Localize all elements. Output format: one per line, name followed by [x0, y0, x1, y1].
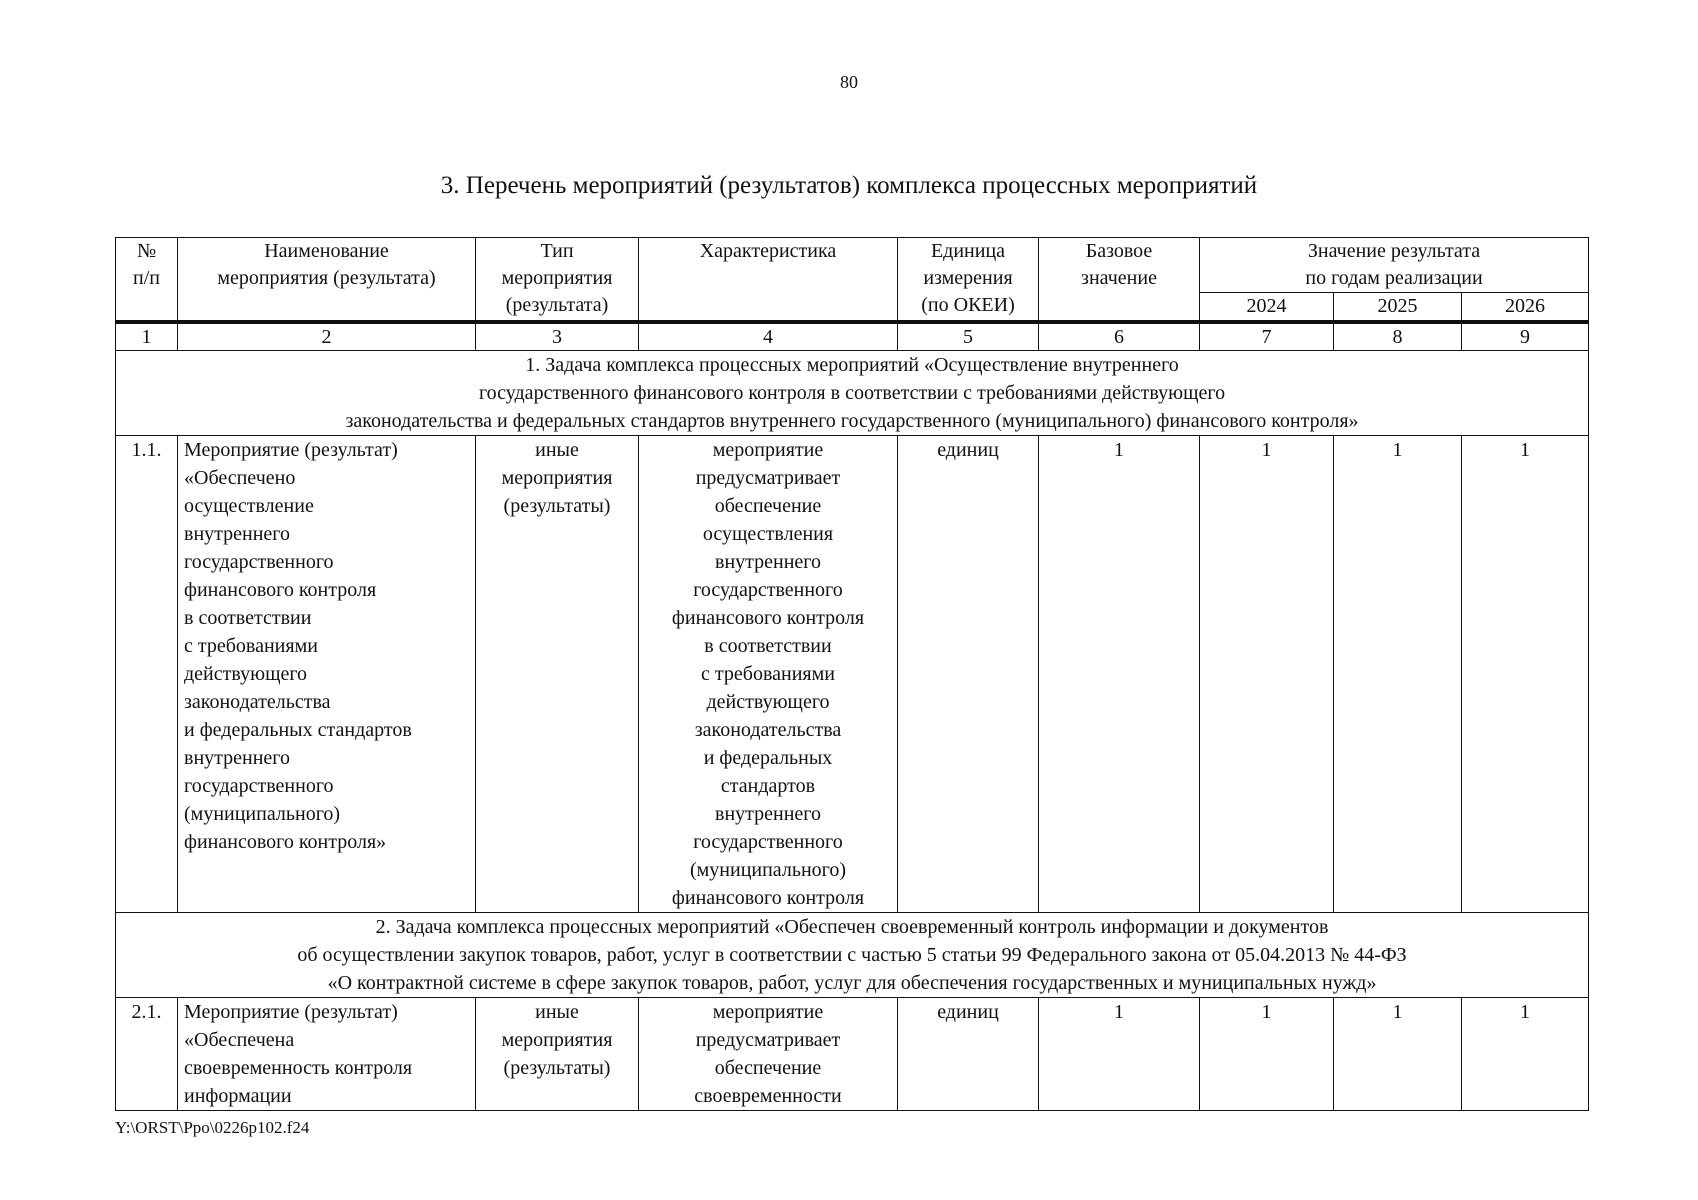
column-number: 2 — [178, 322, 476, 351]
table-row — [116, 998, 1589, 1111]
column-number: 4 — [639, 322, 898, 351]
text-line: Базовое — [1085, 240, 1153, 262]
text-line: информации — [184, 1085, 292, 1107]
text-line: мероприятия (результата) — [217, 267, 436, 289]
text-line: (результата) — [505, 294, 609, 316]
text-line: внутреннего — [184, 523, 290, 545]
header-result-values — [1200, 238, 1589, 293]
measures-table — [115, 237, 1589, 1111]
header-year-2025: 2025 — [1334, 293, 1462, 323]
text-line: Мероприятие (результат) — [184, 439, 398, 461]
header-number — [116, 238, 178, 323]
text-line: в соответствии — [184, 607, 312, 629]
header-name — [178, 238, 476, 323]
text-line: иные — [535, 1001, 579, 1023]
text-line: с требованиями — [184, 635, 318, 657]
text-line: осуществление — [184, 495, 314, 517]
value-2025: 1 — [1334, 436, 1462, 913]
text-line: 2. Задача комплекса процессных мероприятий «Обеспечен своевременный контроль информации и документов — [375, 916, 1329, 938]
value-2026: 1 — [1462, 436, 1589, 913]
value-2024: 1 — [1200, 998, 1334, 1111]
header-type — [476, 238, 639, 323]
text-line: значение — [1081, 267, 1157, 289]
column-number: 8 — [1334, 322, 1462, 351]
text-line: внутреннего — [715, 551, 821, 573]
text-line: государственного — [184, 551, 334, 573]
text-line: (муниципального) — [184, 803, 341, 825]
value-2026: 1 — [1462, 998, 1589, 1111]
text-line: государственного финансового контроля в соответствии с требованиями действующего — [478, 382, 1226, 404]
header-base-value — [1039, 238, 1200, 323]
base-value: 1 — [1039, 436, 1200, 913]
text-line: Тип — [540, 240, 574, 262]
table-row — [116, 436, 1589, 913]
measure-type — [476, 436, 639, 913]
text-line: законодательства — [184, 691, 331, 713]
text-line: Единица — [930, 240, 1006, 262]
text-line: в соответствии — [704, 635, 832, 657]
text-line: мероприятие — [712, 439, 824, 461]
measure-unit: единиц — [898, 998, 1039, 1111]
text-line: финансового контроля — [671, 607, 865, 629]
text-line: государственного — [184, 775, 334, 797]
text-line: иные — [535, 439, 579, 461]
text-line: внутреннего — [184, 747, 290, 769]
column-number: 6 — [1039, 322, 1200, 351]
header-year-2026: 2026 — [1462, 293, 1589, 323]
text-line: измерения — [923, 267, 1013, 289]
text-line: государственного — [693, 579, 843, 601]
text-line: 1. Задача комплекса процессных мероприятий «Осуществление внутреннего — [525, 354, 1179, 376]
text-line: по годам реализации — [1305, 267, 1483, 289]
text-line: Характеристика — [699, 240, 837, 262]
text-line: обеспечение — [714, 495, 822, 517]
page-number: 80 — [840, 72, 858, 92]
measure-name — [178, 998, 476, 1111]
text-line: Мероприятие (результат) — [184, 1001, 398, 1023]
text-line: и федеральных — [703, 747, 833, 769]
column-number: 5 — [898, 322, 1039, 351]
text-line: (по ОКЕИ) — [921, 294, 1015, 316]
text-line: Наименование — [264, 240, 389, 262]
text-line: п/п — [133, 267, 160, 289]
measure-name — [178, 436, 476, 913]
column-number: 9 — [1462, 322, 1589, 351]
text-line: (муниципального) — [689, 859, 847, 881]
text-line: обеспечение — [714, 1057, 822, 1079]
value-2025: 1 — [1334, 998, 1462, 1111]
text-line: финансового контроля — [184, 579, 377, 601]
column-number: 1 — [116, 322, 178, 351]
text-line: «О контрактной системе в сфере закупок товаров, работ, услуг для обеспечения государственных и муниципальных нужд» — [327, 972, 1377, 994]
text-line: об осуществлении закупок товаров, работ, услуг в соответствии с частью 5 статьи 99 Федерального закона от 05.04.2013 № 44-ФЗ — [297, 944, 1407, 966]
text-line: предусматривает — [695, 467, 841, 489]
task-1-row — [116, 351, 1589, 436]
header-row — [116, 238, 1589, 293]
task-1-heading — [116, 351, 1589, 436]
measure-characteristic — [639, 998, 898, 1111]
text-line: (результаты) — [503, 1057, 611, 1079]
header-unit — [898, 238, 1039, 323]
text-line: «Обеспечено — [184, 467, 296, 489]
value-2024: 1 — [1200, 436, 1334, 913]
text-line: осуществления — [702, 523, 834, 545]
text-line: мероприятия — [501, 267, 613, 289]
text-line: с требованиями — [701, 663, 835, 685]
text-line: внутреннего — [715, 803, 821, 825]
text-line: действующего — [706, 691, 830, 713]
column-numbers-row — [116, 322, 1589, 351]
measure-unit: единиц — [898, 436, 1039, 913]
text-line: предусматривает — [695, 1029, 841, 1051]
text-line: государственного — [693, 831, 843, 853]
text-line: законодательства — [694, 719, 842, 741]
file-path-footer: Y:\ORST\Ppo\0226p102.f24 — [115, 1118, 310, 1137]
task-2-heading — [116, 913, 1589, 998]
text-line: и федеральных стандартов — [184, 719, 412, 741]
text-line: мероприятия — [501, 467, 613, 489]
text-line: финансового контроля» — [184, 831, 387, 853]
text-line: действующего — [184, 663, 308, 685]
text-line: мероприятия — [501, 1029, 613, 1051]
text-line: № — [136, 240, 157, 262]
row-number: 2.1. — [116, 998, 178, 1111]
text-line: стандартов — [720, 775, 816, 797]
base-value: 1 — [1039, 998, 1200, 1111]
header-year-2024: 2024 — [1200, 293, 1334, 323]
measure-characteristic — [639, 436, 898, 913]
text-line: мероприятие — [712, 1001, 824, 1023]
text-line: своевременность контроля — [184, 1057, 413, 1079]
task-2-row — [116, 913, 1589, 998]
text-line: финансового контроля — [671, 887, 865, 909]
column-number: 7 — [1200, 322, 1334, 351]
text-line: законодательства и федеральных стандартов внутреннего государственного (муниципального) финансового контроля» — [345, 410, 1359, 432]
header-characteristic — [639, 238, 898, 323]
document-title: 3. Перечень мероприятий (результатов) комплекса процессных мероприятий — [440, 172, 1258, 199]
measure-type — [476, 998, 639, 1111]
text-line: (результаты) — [503, 495, 611, 517]
column-number: 3 — [476, 322, 639, 351]
text-line: Значение результата — [1307, 240, 1481, 262]
row-number: 1.1. — [116, 436, 178, 913]
text-line: своевременности — [694, 1085, 842, 1107]
text-line: «Обеспечена — [184, 1029, 295, 1051]
